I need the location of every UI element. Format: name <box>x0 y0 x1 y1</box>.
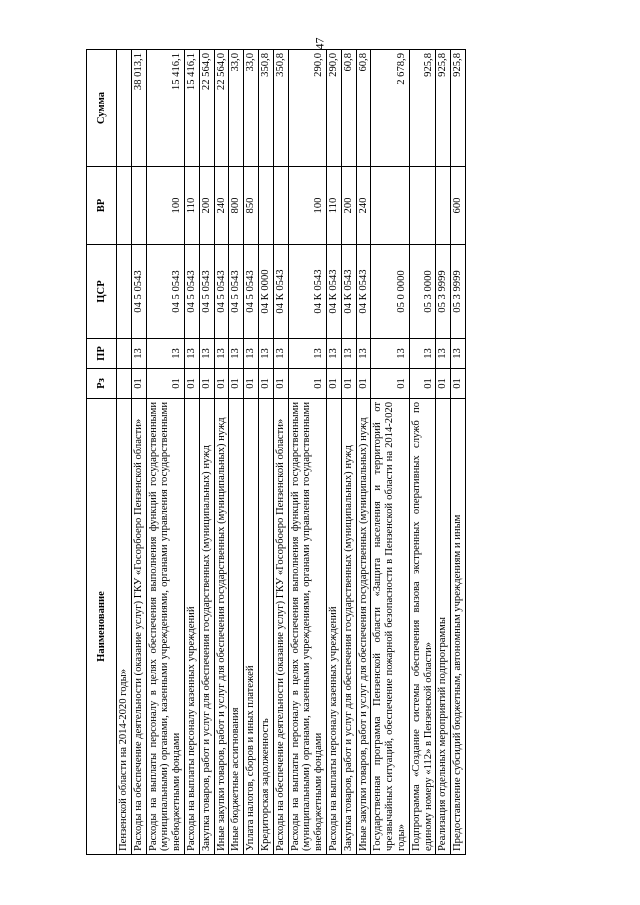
cell-name: Расходы на обеспечение деятельности (оказание услуг) ГКУ «Госорбоеро Пензенской области» <box>131 399 146 855</box>
cell-name: Иные бюджетные ассигнования <box>229 399 244 855</box>
cell-csr: 05 3 9999 <box>451 245 466 339</box>
cell-sum: 33,0 <box>229 50 244 167</box>
cell-pr: 13 <box>436 339 451 369</box>
table-header <box>87 50 117 855</box>
cell-csr: 04 К 0543 <box>288 245 326 339</box>
cell-sum: 925,8 <box>409 50 436 167</box>
cell-vr <box>273 167 288 245</box>
table-row <box>131 50 146 855</box>
cell-sum: 350,8 <box>258 50 273 167</box>
cell-csr: 04 5 0543 <box>146 245 184 339</box>
cell-vr <box>131 167 146 245</box>
table-row <box>356 50 371 855</box>
header-row <box>87 50 117 855</box>
cell-pr: 13 <box>244 339 259 369</box>
header-vr: ВР <box>87 167 117 245</box>
table-row <box>214 50 229 855</box>
cell-name: Реализация отдельных мероприятий подпрограммы <box>436 399 451 855</box>
cell-pr: 13 <box>341 339 356 369</box>
cell-rz: 01 <box>371 369 409 399</box>
cell-sum: 15 416,1 <box>146 50 184 167</box>
header-sum: Сумма <box>87 50 117 167</box>
header-name: Наименование <box>87 399 117 855</box>
cell-csr: 04 5 0543 <box>131 245 146 339</box>
table-body <box>117 50 466 855</box>
header-rz: Рз <box>87 369 117 399</box>
cell-vr <box>409 167 436 245</box>
cell-rz: 01 <box>451 369 466 399</box>
header-pr: ПР <box>87 339 117 369</box>
cell-rz: 01 <box>356 369 371 399</box>
cell-pr <box>117 339 132 369</box>
rotated-page-content <box>86 50 606 855</box>
cell-rz: 01 <box>258 369 273 399</box>
cell-sum: 22 564,0 <box>214 50 229 167</box>
cell-sum: 350,8 <box>273 50 288 167</box>
cell-rz <box>117 369 132 399</box>
cell-rz: 01 <box>273 369 288 399</box>
cell-vr: 100 <box>146 167 184 245</box>
cell-csr: 05 3 9999 <box>436 245 451 339</box>
cell-csr: 04 К 0543 <box>326 245 341 339</box>
cell-sum: 38 013,1 <box>131 50 146 167</box>
cell-sum: 925,8 <box>451 50 466 167</box>
cell-pr: 13 <box>409 339 436 369</box>
cell-rz: 01 <box>146 369 184 399</box>
cell-csr: 04 К 0543 <box>273 245 288 339</box>
table-row <box>184 50 199 855</box>
table-row <box>341 50 356 855</box>
table-row <box>451 50 466 855</box>
cell-rz: 01 <box>184 369 199 399</box>
cell-csr: 04 5 0543 <box>184 245 199 339</box>
table-row <box>273 50 288 855</box>
cell-vr: 600 <box>451 167 466 245</box>
header-csr: ЦСР <box>87 245 117 339</box>
table-row <box>117 50 132 855</box>
cell-name: Иные закупки товаров, работ и услуг для обеспечения государственных (муниципальных) нужд <box>356 399 371 855</box>
cell-csr: 04 5 0543 <box>199 245 214 339</box>
cell-sum: 290,0 <box>326 50 341 167</box>
cell-rz: 01 <box>436 369 451 399</box>
cell-sum <box>117 50 132 167</box>
cell-pr: 13 <box>229 339 244 369</box>
cell-name: Закупка товаров, работ и услуг для обеспечения государственных (муниципальных) нужд <box>341 399 356 855</box>
cell-vr: 100 <box>288 167 326 245</box>
cell-rz: 01 <box>131 369 146 399</box>
table-row <box>199 50 214 855</box>
cell-rz: 01 <box>326 369 341 399</box>
cell-rz: 01 <box>199 369 214 399</box>
cell-sum: 925,8 <box>436 50 451 167</box>
cell-rz: 01 <box>341 369 356 399</box>
cell-name: Расходы на выплаты персоналу в целях обеспечения выполнения функций государственными (муниципальными) органами, казенными учреждениями, органами управления государственными внебюджетными фондами <box>288 399 326 855</box>
cell-pr: 13 <box>288 339 326 369</box>
cell-pr: 13 <box>356 339 371 369</box>
cell-csr: 05 3 0000 <box>409 245 436 339</box>
cell-csr: 04 К 0000 <box>258 245 273 339</box>
cell-name: Иные закупки товаров, работ и услуг для обеспечения государственных (муниципальных) нужд <box>214 399 229 855</box>
table-row <box>371 50 409 855</box>
cell-pr: 13 <box>214 339 229 369</box>
cell-csr: 04 К 0543 <box>356 245 371 339</box>
cell-csr: 04 К 0543 <box>341 245 356 339</box>
cell-vr: 200 <box>341 167 356 245</box>
table-row <box>409 50 436 855</box>
cell-rz: 01 <box>409 369 436 399</box>
cell-sum: 2 678,9 <box>371 50 409 167</box>
cell-pr: 13 <box>131 339 146 369</box>
cell-vr: 110 <box>326 167 341 245</box>
cell-pr: 13 <box>371 339 409 369</box>
cell-sum: 60,8 <box>356 50 371 167</box>
cell-vr <box>371 167 409 245</box>
cell-name: Предоставление субсидий бюджетным, автономным учреждениям и иным <box>451 399 466 855</box>
cell-name: Расходы на обеспечение деятельности (оказание услуг) ГКУ «Госорбоеро Пензенской области» <box>273 399 288 855</box>
cell-csr: 04 5 0543 <box>214 245 229 339</box>
page-number: 47 <box>312 37 327 50</box>
cell-name: Подпрограмма «Создание системы обеспечения вызова экстренных оперативных служб по единому номеру «112» в Пензенской области» <box>409 399 436 855</box>
cell-pr: 13 <box>326 339 341 369</box>
budget-table <box>86 49 466 855</box>
table-row <box>258 50 273 855</box>
cell-csr <box>117 245 132 339</box>
cell-name: Расходы на выплаты персоналу казенных учреждений <box>184 399 199 855</box>
cell-vr <box>258 167 273 245</box>
cell-csr: 05 0 0000 <box>371 245 409 339</box>
cell-name: Расходы на выплаты персоналу в целях обеспечения выполнения функций государственными (муниципальными) органами, казенными учреждениями, органами управления государственными внебюджетными фондами <box>146 399 184 855</box>
cell-name: Кредиторская задолженность <box>258 399 273 855</box>
table-row <box>244 50 259 855</box>
cell-sum: 15 416,1 <box>184 50 199 167</box>
cell-csr: 04 5 0543 <box>229 245 244 339</box>
cell-name: Государственная программа Пензенской области «Защита населения и территорий от чрезвычайных ситуаций, обеспечение пожарной безопасности в Пензенской области на 2014-2020 годы» <box>371 399 409 855</box>
cell-vr: 200 <box>199 167 214 245</box>
cell-pr: 13 <box>258 339 273 369</box>
cell-sum: 60,8 <box>341 50 356 167</box>
cell-vr <box>436 167 451 245</box>
cell-vr: 800 <box>229 167 244 245</box>
cell-vr: 110 <box>184 167 199 245</box>
cell-name: Пензенской области на 2014-2020 годы» <box>117 399 132 855</box>
cell-pr: 13 <box>146 339 184 369</box>
cell-vr <box>117 167 132 245</box>
table-row <box>326 50 341 855</box>
cell-vr: 240 <box>356 167 371 245</box>
table-row <box>288 50 326 855</box>
cell-vr: 240 <box>214 167 229 245</box>
cell-pr: 13 <box>451 339 466 369</box>
cell-pr: 13 <box>273 339 288 369</box>
cell-pr: 13 <box>184 339 199 369</box>
cell-pr: 13 <box>199 339 214 369</box>
cell-rz: 01 <box>229 369 244 399</box>
cell-rz: 01 <box>288 369 326 399</box>
cell-sum: 22 564,0 <box>199 50 214 167</box>
cell-sum: 290,0 <box>288 50 326 167</box>
cell-name: Закупка товаров, работ и услуг для обеспечения государственных (муниципальных) нужд <box>199 399 214 855</box>
table-row <box>146 50 184 855</box>
cell-rz: 01 <box>214 369 229 399</box>
cell-rz: 01 <box>244 369 259 399</box>
cell-csr: 04 5 0543 <box>244 245 259 339</box>
table-row <box>229 50 244 855</box>
cell-sum: 33,0 <box>244 50 259 167</box>
cell-vr: 850 <box>244 167 259 245</box>
cell-name: Уплата налогов, сборов и иных платежей <box>244 399 259 855</box>
cell-name: Расходы на выплаты персоналу казенных учреждений <box>326 399 341 855</box>
table-row <box>436 50 451 855</box>
